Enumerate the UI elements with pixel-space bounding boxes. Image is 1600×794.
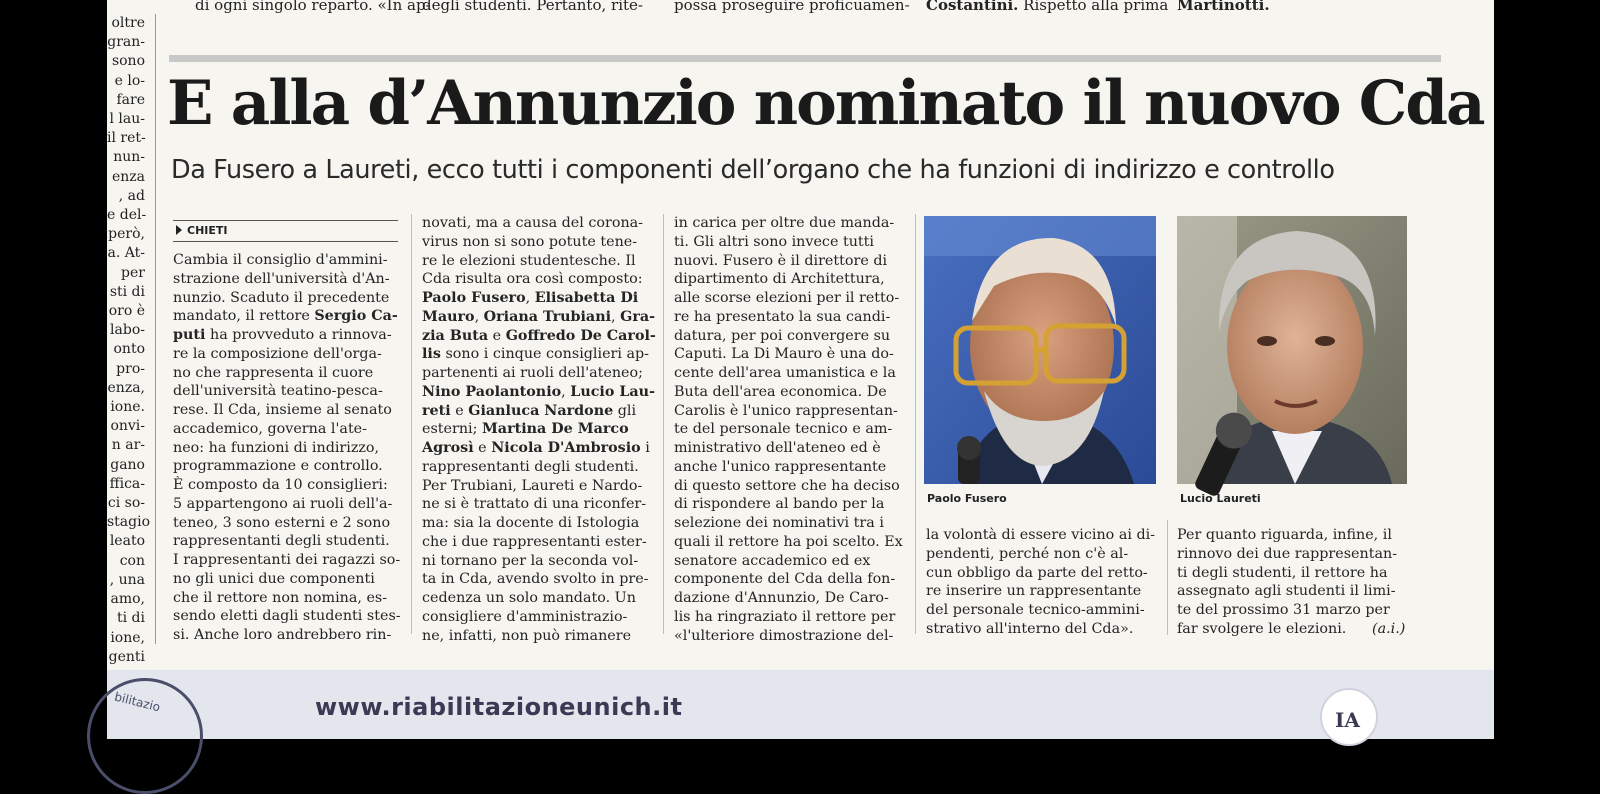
text-line: ti. Gli altri sono invece tutti	[674, 233, 874, 250]
text-line: componente del Cda della fon-	[674, 571, 896, 588]
text-line: l lau-	[109, 111, 145, 128]
text-line: no gli unici due componenti	[173, 570, 375, 587]
text-line: ni tornano per la seconda vol-	[422, 552, 639, 569]
portrait-image	[1177, 216, 1407, 484]
text-line: 5 appartengono ai ruoli dell'a-	[173, 495, 393, 512]
text-line: ne, infatti, non può rimanere	[422, 627, 632, 644]
text-line: ne si è trattato di una riconfer-	[422, 496, 647, 513]
stamp-text: bilitazio	[112, 689, 162, 715]
text-line: sendo eletti dagli studenti stes-	[173, 608, 401, 625]
text-line: consigliere d'amministrazio-	[422, 608, 628, 625]
text-line: labo-	[110, 322, 145, 339]
stamp-logo	[87, 678, 203, 794]
article-column-1	[173, 251, 399, 645]
text-line: Buta dell'area economica. De	[674, 383, 887, 400]
text-line: Cambia il consiglio d'ammini-	[173, 252, 388, 268]
text-line: Paolo Fusero, Elisabetta Di	[422, 290, 639, 306]
text-line: ma: sia la docente di Istologia	[422, 515, 640, 531]
text-line: sono	[111, 53, 145, 70]
text-line: teneo, 3 sono esterni e 2 sono	[173, 514, 391, 531]
article-column-3	[674, 214, 906, 645]
text-line: stagio	[107, 514, 151, 531]
text-line: Cda risulta ora così composto:	[422, 271, 643, 288]
text-line: selezione dei nominativi tra i	[674, 515, 884, 531]
text-line: nunzio. Scaduto il precedente	[173, 289, 390, 306]
text-line: datura, per poi convergere su	[674, 327, 891, 344]
text-line: no che rappresenta il cuore	[173, 364, 374, 381]
text-line: quali il rettore ha poi scelto. Ex	[674, 533, 903, 550]
headline: E alla d’Annunzio nominato il nuovo Cda	[167, 68, 1484, 139]
top-text-1: di ogni singolo reparto. «In ap-	[195, 0, 431, 14]
newspaper-page	[107, 0, 1494, 739]
text-line: strativo all'interno del Cda».	[926, 620, 1134, 637]
text-line: re inserire un rappresentante	[926, 583, 1142, 600]
text-line: n ar-	[111, 437, 145, 454]
text-line: Carolis è l'unico rappresentan-	[674, 402, 898, 419]
text-line: oro è	[108, 303, 145, 320]
author-signature: (a.i.)	[1372, 621, 1406, 637]
text-line: amo,	[110, 591, 145, 608]
previous-article-tail	[107, 0, 1494, 16]
text-line: mandato, il rettore Sergio Ca-	[173, 308, 398, 325]
text-line: dazione d'Annunzio, De Caro-	[674, 590, 889, 606]
text-line: rinnovo dei due rappresentan-	[1177, 545, 1398, 562]
text-line: in carica per oltre due manda-	[674, 215, 895, 231]
text-line: gano	[110, 456, 145, 473]
text-line: a. At-	[107, 245, 145, 262]
text-line: sti di	[109, 283, 145, 300]
text-line: del personale tecnico-ammini-	[926, 602, 1145, 618]
text-line: anche l'unico rappresentante	[674, 458, 887, 475]
top-text-3: possa proseguire proficuamen-	[674, 0, 910, 14]
text-line: ione,	[110, 629, 145, 646]
text-line: enza,	[107, 379, 145, 396]
text-line: ffica-	[109, 475, 145, 492]
subheadline: Da Fusero a Laureti, ecco tutti i componenti dell’organo che ha funzioni di indirizzo e controllo	[171, 155, 1335, 185]
text-line: te del personale tecnico e am-	[674, 421, 893, 438]
text-line: ti di	[117, 610, 145, 627]
text-line: , una	[109, 571, 145, 588]
text-line: puti ha provveduto a rinnova-	[173, 327, 392, 343]
text-line: Per Trubiani, Laureti e Nardo-	[422, 477, 643, 494]
kicker-label: CHIETI	[187, 224, 228, 237]
text-line: , ad	[118, 187, 145, 204]
triangle-icon	[176, 225, 182, 235]
text-line: gran-	[107, 34, 145, 51]
text-line: re la composizione dell'orga-	[173, 345, 382, 362]
text-line: di questo settore che ha deciso	[674, 477, 900, 494]
logo-text: IA	[1335, 708, 1360, 732]
text-line: onvi-	[110, 418, 145, 435]
text-line: te del prossimo 31 marzo per	[1177, 602, 1390, 618]
text-line: e del-	[107, 207, 147, 224]
text-line: Agrosì e Nicola D'Ambrosio i	[422, 440, 650, 456]
text-line: re le elezioni studentesche. Il	[422, 252, 636, 269]
location-kicker	[173, 220, 398, 242]
text-line: ta in Cda, avendo svolto in pre-	[422, 571, 649, 588]
photo-lucio-laureti	[1177, 216, 1407, 484]
top-text-4: Costantini.	[926, 0, 1019, 14]
text-line: onto	[113, 341, 145, 358]
text-line: re ha presentato la sua candi-	[674, 308, 891, 325]
photo-paolo-fusero	[924, 216, 1156, 484]
text-line: rese. Il Cda, insieme al senato	[173, 402, 392, 418]
header-rule	[169, 55, 1441, 62]
top-text-2: degli studenti. Pertanto, rite-	[422, 0, 643, 14]
article-column-2	[422, 214, 654, 645]
text-line: che il rettore non nomina, es-	[173, 589, 388, 606]
text-line: senatore accademico ed ex	[674, 552, 871, 569]
text-line: e lo-	[114, 72, 145, 89]
text-line: alle scorse elezioni per il retto-	[674, 290, 900, 306]
text-line: nuovi. Fusero è il direttore di	[674, 252, 888, 269]
text-line: con	[119, 552, 145, 569]
text-line: virus non si sono potute tene-	[422, 233, 638, 250]
text-line: È composto da 10 consiglieri:	[173, 477, 388, 493]
column-divider	[915, 214, 916, 634]
text-line: rappresentanti degli studenti.	[173, 533, 390, 550]
text-line: si. Anche loro andrebbero rin-	[173, 627, 392, 643]
text-line: zia Buta e Goffredo De Carol-	[422, 327, 656, 344]
text-line: ti degli studenti, il rettore ha	[1177, 564, 1388, 581]
text-line: che i due rappresentanti ester-	[422, 533, 647, 550]
brand-logo	[1320, 688, 1378, 746]
text-line: cedenza un solo mandato. Un	[422, 590, 636, 606]
text-line: enza	[111, 168, 145, 185]
text-line: Per quanto riguarda, infine, il	[1177, 527, 1392, 543]
text-line: pendenti, perché non c'è al-	[926, 545, 1129, 562]
text-line: leato	[109, 533, 145, 550]
top-text-5: Rispetto alla prima	[1018, 0, 1169, 14]
text-line: dipartimento di Architettura,	[674, 271, 885, 288]
column-divider	[155, 14, 156, 644]
text-line: programmazione e controllo.	[173, 458, 383, 475]
text-line: il ret-	[107, 130, 146, 147]
text-line: ci so-	[107, 495, 145, 512]
text-line: strazione dell'università d'An-	[173, 270, 390, 287]
text-line: ione.	[110, 399, 145, 416]
text-line: reti e Gianluca Nardone gli	[422, 402, 637, 419]
text-line: rappresentanti degli studenti.	[422, 458, 639, 475]
text-line: lis ha ringraziato il rettore per	[674, 608, 896, 625]
text-line: dell'università teatino-pesca-	[173, 383, 383, 400]
text-line: per	[121, 264, 145, 281]
text-line: assegnato agli studenti il limi-	[1177, 583, 1396, 600]
text-line: Mauro, Oriana Trubiani, Gra-	[422, 308, 656, 325]
text-line: ministrativo dell'ateneo ed è	[674, 440, 881, 456]
text-line: far svolgere le elezioni.	[1177, 620, 1347, 637]
text-line: accademico, governa l'ate-	[173, 420, 367, 437]
text-line: pro-	[116, 360, 145, 377]
column-divider	[663, 214, 664, 634]
column-divider	[411, 214, 412, 634]
text-line: I rappresentanti dei ragazzi so-	[173, 552, 401, 568]
text-line: però,	[108, 226, 145, 243]
text-line: la volontà di essere vicino ai di-	[926, 527, 1156, 543]
text-line: «l'ulteriore dimostrazione del-	[674, 627, 894, 644]
text-line: novati, ma a causa del corona-	[422, 215, 644, 231]
text-line: Nino Paolantonio, Lucio Lau-	[422, 383, 656, 400]
text-line: esterni; Martina De Marco	[422, 421, 629, 438]
portrait-image	[924, 216, 1156, 484]
text-line: cente dell'area umanistica e la	[674, 365, 896, 381]
left-cut-column	[107, 14, 151, 667]
text-line: genti	[108, 648, 145, 665]
advert-url[interactable]: www.riabilitazioneunich.it	[315, 693, 683, 721]
article-column-4	[926, 526, 1159, 639]
photo-caption-2: Lucio Laureti	[1180, 492, 1261, 505]
photo-caption-1: Paolo Fusero	[927, 492, 1007, 505]
text-line: lis sono i cinque consiglieri ap-	[422, 346, 649, 363]
text-line: cun obbligo da parte del retto-	[926, 564, 1148, 581]
text-line: fare	[116, 91, 145, 108]
text-line: partenenti ai ruoli dell'ateneo;	[422, 365, 643, 381]
column-divider	[1167, 520, 1168, 635]
text-line: di rispondere al bando per la	[674, 496, 885, 513]
text-line: oltre	[111, 15, 145, 31]
top-text-6: Martinotti.	[1177, 0, 1270, 14]
text-line: neo: ha funzioni di indirizzo,	[173, 439, 380, 456]
text-line: nun-	[113, 149, 145, 166]
text-line: Caputi. La Di Mauro è una do-	[674, 346, 894, 363]
